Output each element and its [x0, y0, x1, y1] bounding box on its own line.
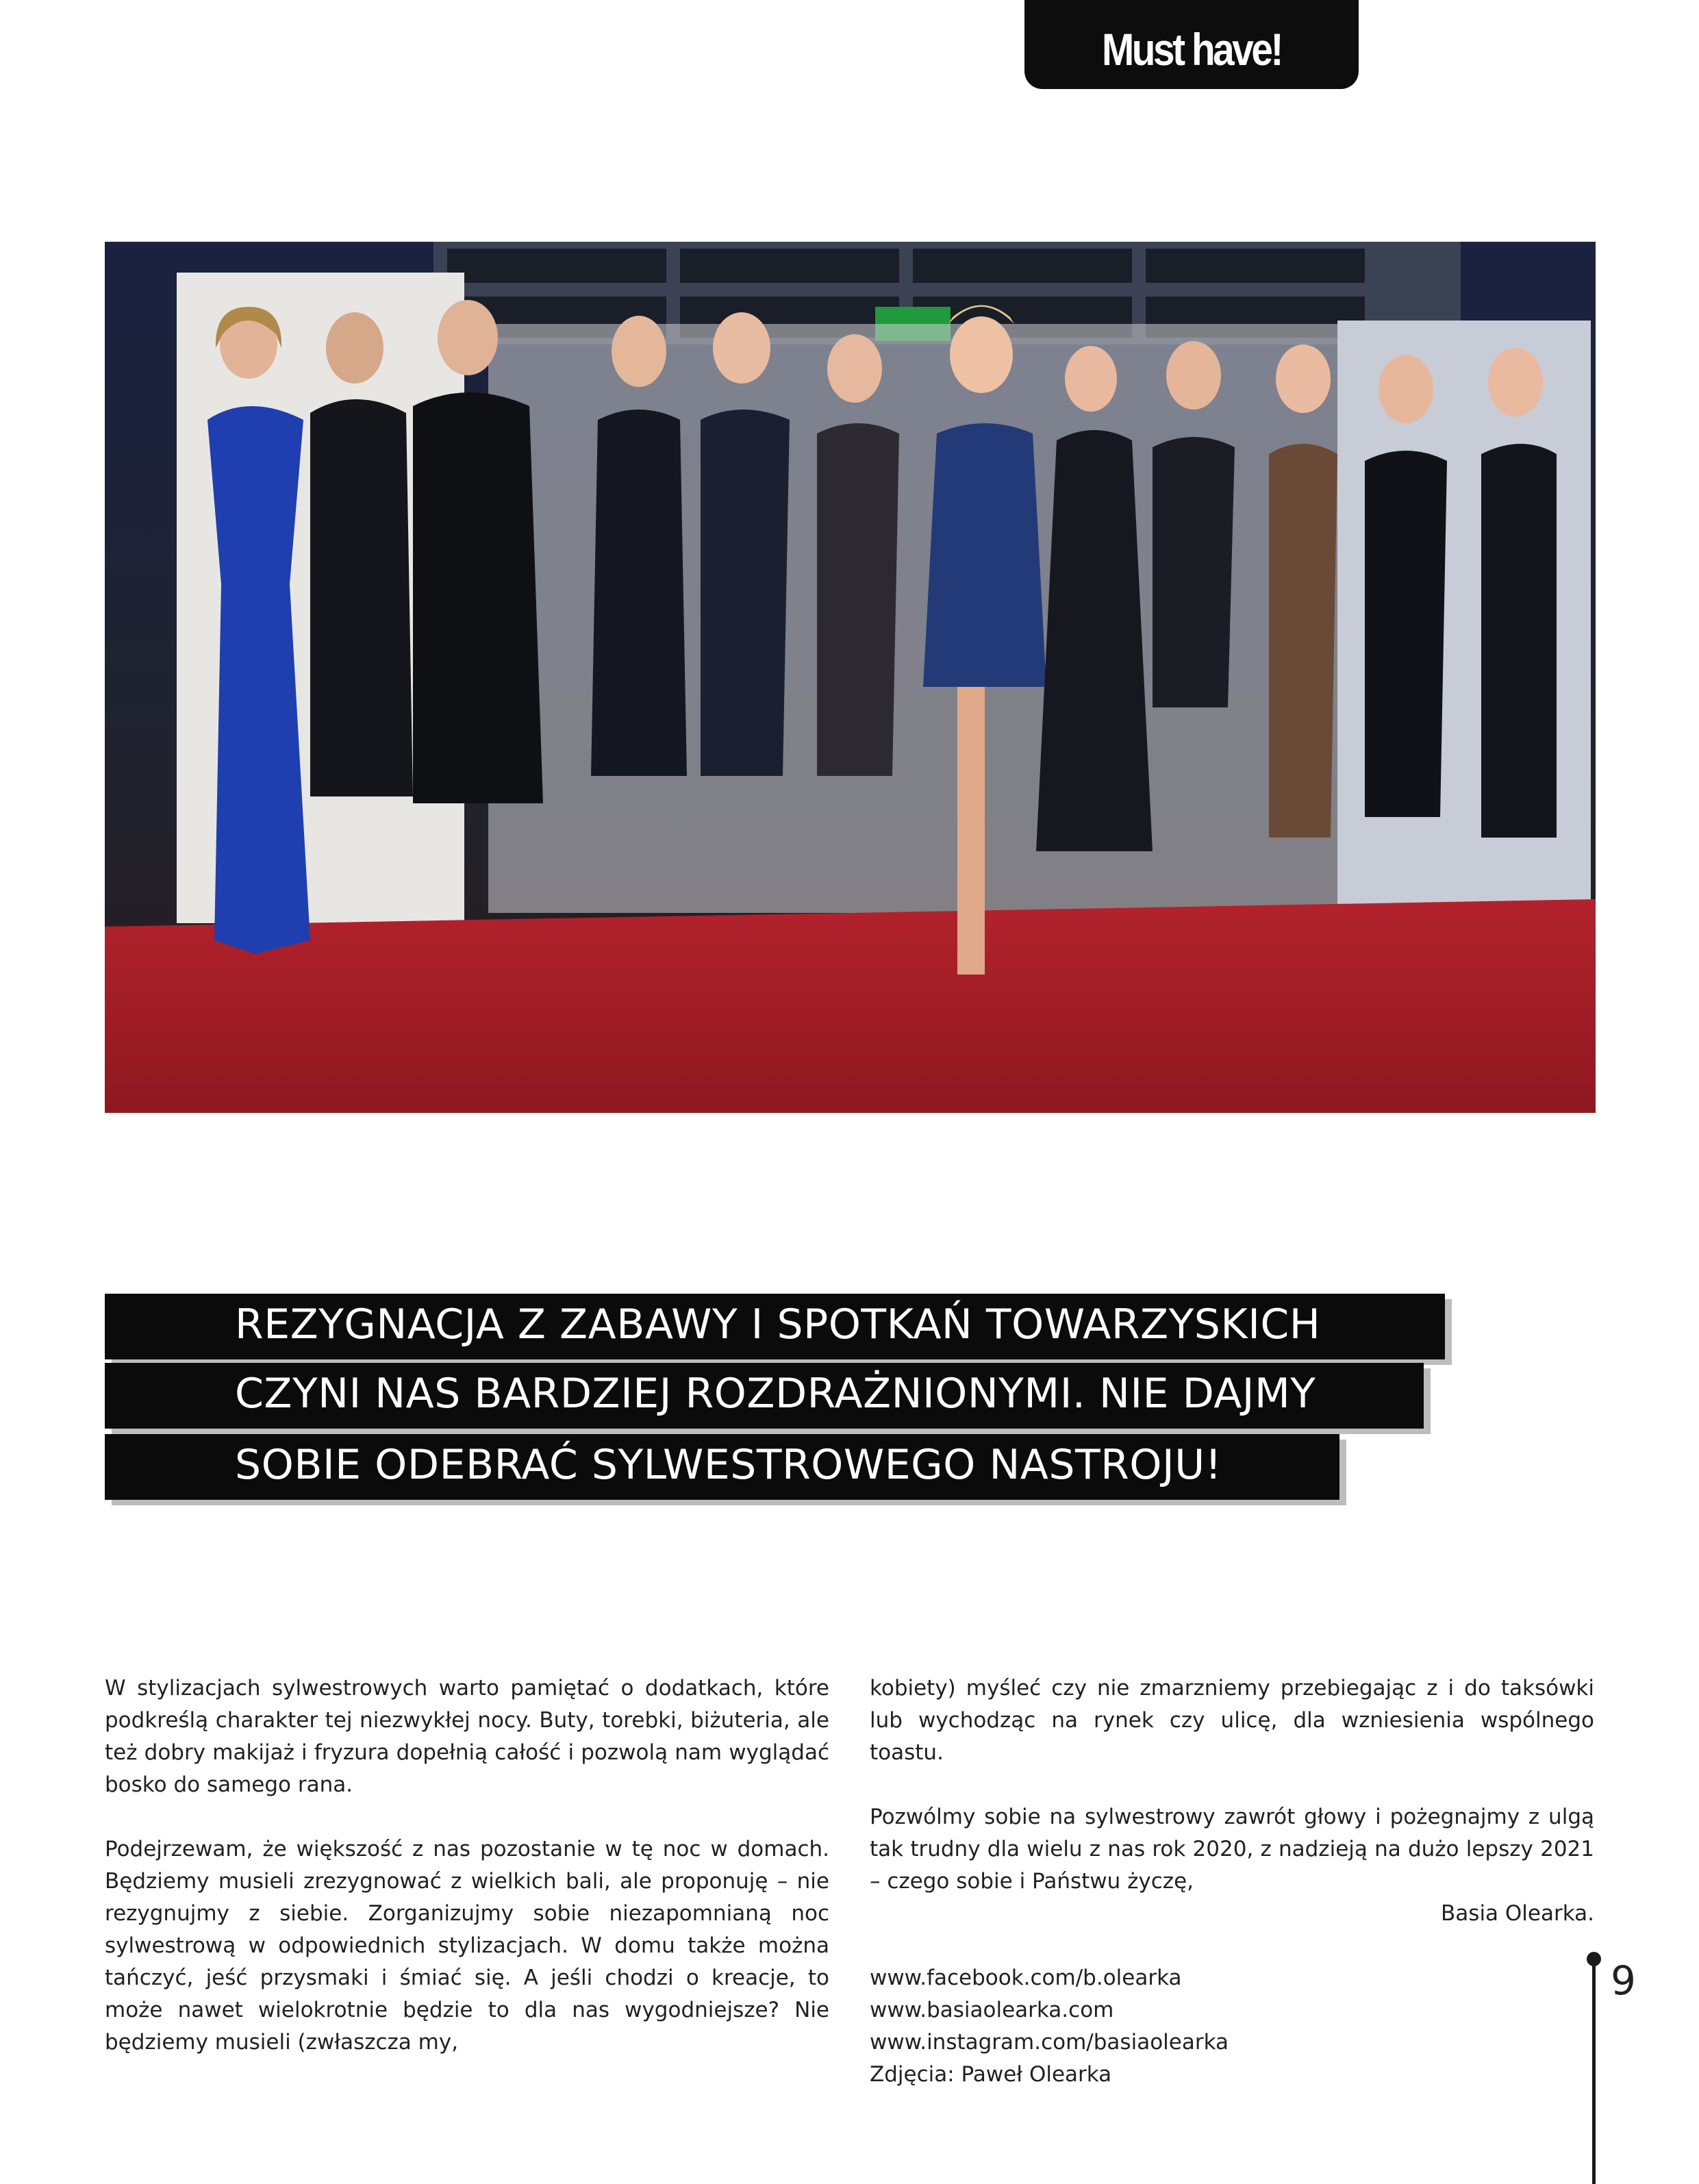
section-tab-label: Must have!: [1101, 24, 1282, 75]
paragraph: Pozwólmy sobie na sylwestrowy zawrót głowy i pożegnajmy z ulgą tak trudny dla wielu z nas rok 2020, z nadzieją na dużo lepszy 2021 – czego sobie i Państwu życzę,: [870, 1805, 1594, 1894]
headline-line-2: CZYNI NAS BARDZIEJ ROZDRAŻNIONYMI. NIE DAJMY: [105, 1363, 1424, 1429]
group-photo-illustration: [105, 242, 1596, 1113]
body-column-right: [870, 1672, 1594, 2091]
link-website[interactable]: www.basiaolearka.com: [870, 1998, 1114, 2022]
page-number: 9: [1611, 1957, 1636, 2004]
paragraph: Podejrzewam, że większość z nas pozostanie w tę noc w domach. Będziemy musieli zrezygnować z wielkich bali, ale proponuję – nie rezygnujmy z siebie. Zorganizujmy sobie niezapomnianą noc sylwestrową w odpowiednich stylizacjach. W domu także można tańczyć, jeść przysmaki i śmiać się. A jeśli chodzi o kreacje, to może nawet wielokrotnie będzie to dla nas wygodniejsze? Nie będziemy musieli (zwłaszcza my,: [105, 1837, 829, 2055]
paragraph: W stylizacjach sylwestrowych warto pamiętać o dodatkach, które podkreślą charakter tej niezwykłej nocy. Buty, torebki, biżuteria, ale też dobry makijaż i fryzura dopełnią całość i pozwolą nam wyglądać bosko do samego rana.: [105, 1676, 829, 1797]
headline-line-1: REZYGNACJA Z ZABAWY I SPOTKAŃ TOWARZYSKICH: [105, 1294, 1445, 1359]
page-number-dot: [1587, 1952, 1601, 1966]
signature: Basia Olearka.: [1441, 1901, 1594, 1926]
body-column-left: [105, 1672, 829, 2091]
fashion-group-photo: [105, 242, 1596, 1113]
section-tab: [1024, 0, 1359, 89]
headline-line-3: SOBIE ODEBRAĆ SYLWESTROWEGO NASTROJU!: [105, 1434, 1339, 1500]
link-instagram[interactable]: www.instagram.com/basiaolearka: [870, 2030, 1229, 2055]
link-facebook[interactable]: www.facebook.com/b.olearka: [870, 1966, 1182, 1990]
photo-credit: Zdjęcia: Paweł Olearka: [870, 2062, 1112, 2087]
paragraph: kobiety) myśleć czy nie zmarzniemy przebiegając z i do taksówki lub wychodząc na rynek czy ulicę, dla wzniesienia wspólnego toastu.: [870, 1676, 1594, 1765]
page-number-rule: [1592, 1957, 1596, 2184]
